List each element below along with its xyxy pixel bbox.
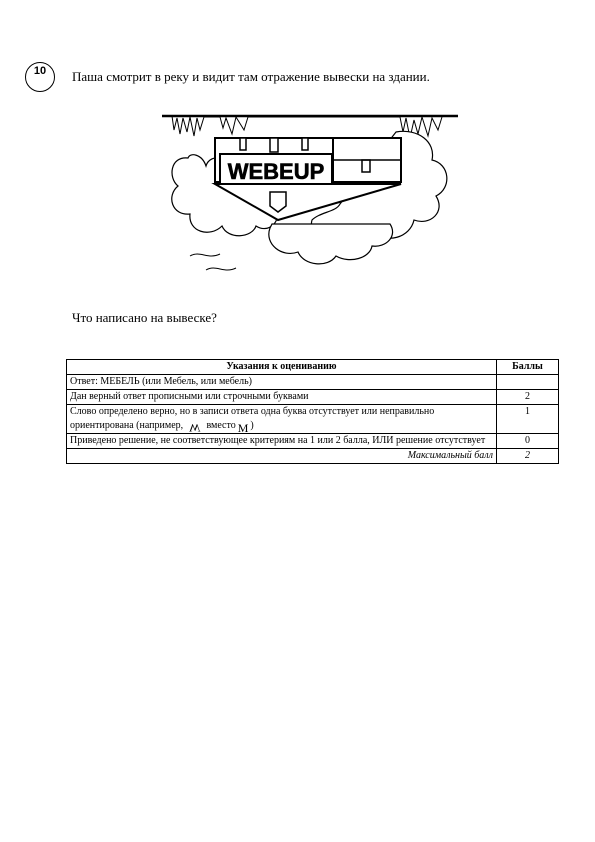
max-score-row [67,449,559,464]
answer-text: Ответ: МЕБЕЛЬ (или Мебель, или мебель) [67,375,497,390]
criteria-text: Приведено решение, не соответствующее критериям на 1 или 2 балла, ИЛИ решение отсутствует [67,434,497,449]
criteria-row [67,405,559,434]
ripple-1 [190,254,220,256]
window-2 [270,138,278,152]
points-header: Баллы [497,360,559,375]
criteria-header-row [67,360,559,375]
criteria-points: 0 [497,434,559,449]
reflection-illustration [160,108,460,288]
criteria-header: Указания к оцениванию [67,360,497,375]
bush-bottom [269,224,393,264]
max-score-value: 2 [497,449,559,464]
window-4 [362,160,370,172]
ripple-2 [206,268,236,270]
window-1 [240,138,246,150]
sign-text: WEBEUP [227,159,325,184]
criteria-text: Дан верный ответ прописными или строчными буквами [67,390,497,405]
task-number-badge [25,62,55,92]
criteria-row [67,390,559,405]
task-number: 10 [33,65,47,77]
task-text: Паша смотрит в реку и видит там отражение вывески на здании. [72,69,430,84]
answer-row [67,375,559,390]
criteria-text: Слово определено верно, но в записи ответа одна буква отсутствует или неправильно ориентирована (например, W вместо M ) [67,405,497,434]
criteria-points: 2 [497,390,559,405]
window-3 [302,138,308,150]
correct-letter-example: M [237,421,249,435]
question-text: Что написано на вывеске? [72,310,217,325]
mirrored-letter-example: W [189,421,201,435]
criteria-row [67,434,559,449]
criteria-table [66,359,559,464]
max-score-label: Максимальный балл [67,449,497,464]
criteria-points: 1 [497,405,559,434]
